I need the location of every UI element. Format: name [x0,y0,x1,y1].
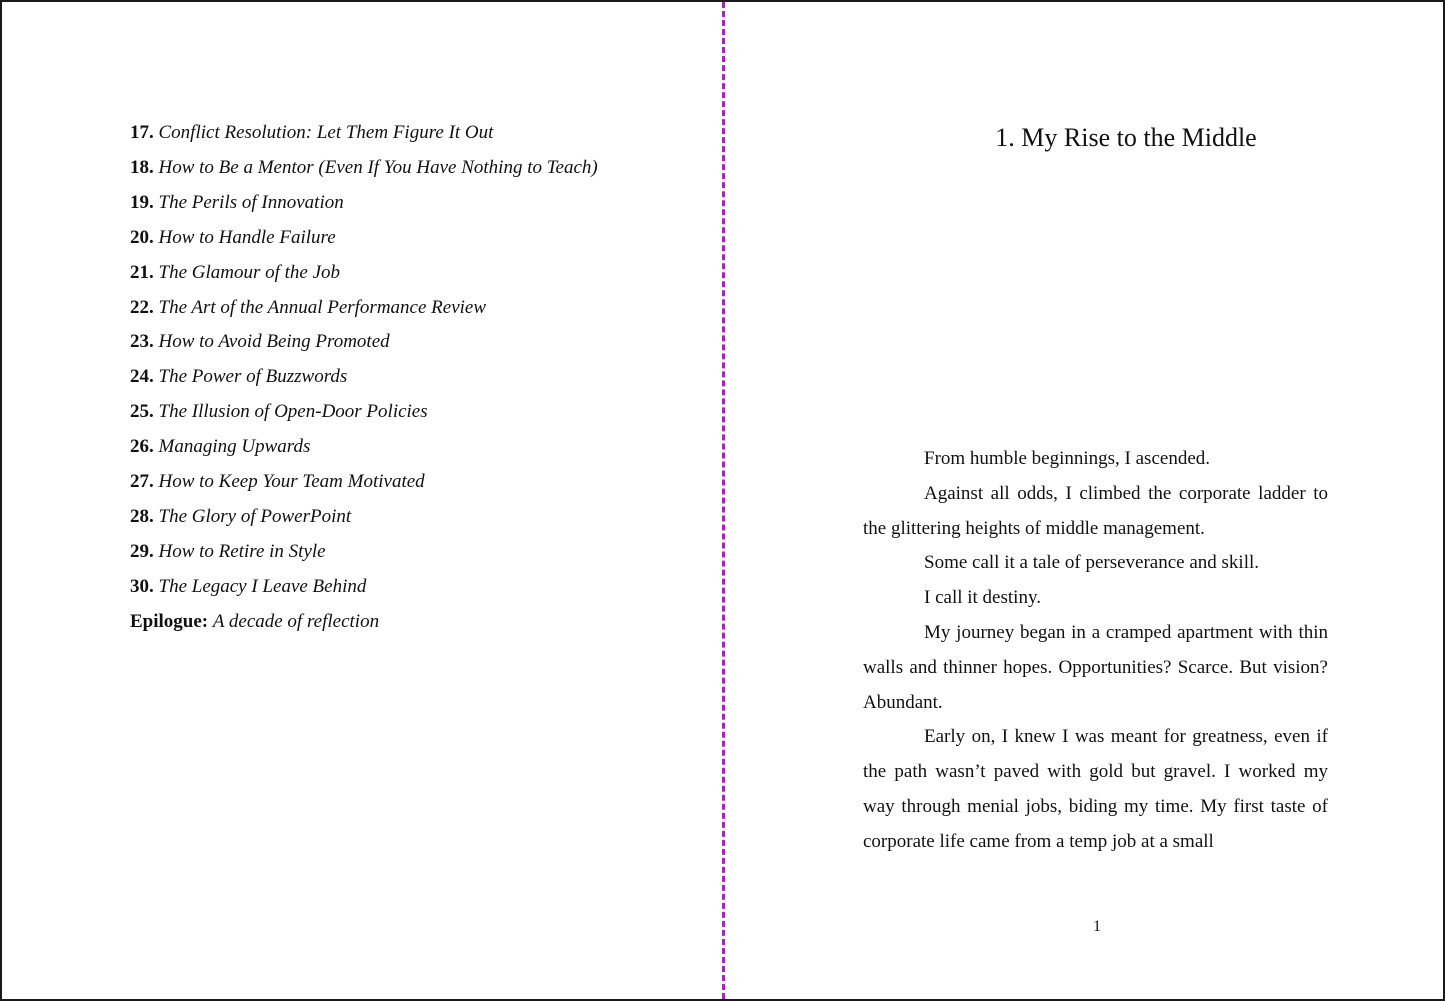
toc-entry-number: 27. [130,471,154,493]
toc-entry[interactable] [130,221,600,256]
toc-entry[interactable] [130,116,600,151]
toc-entry-number: 21. [130,261,154,283]
toc-entry[interactable] [130,535,600,570]
left-page [2,2,723,999]
toc-entry[interactable] [130,570,600,605]
body-paragraph: I call it destiny. [924,587,1041,609]
toc-entry-number: 18. [130,156,154,178]
toc-entry-title: The Legacy I Leave Behind [158,575,367,597]
toc-entry-title: The Illusion of Open-Door Policies [158,401,428,423]
toc-entry-title: The Art of the Annual Performance Review [158,296,487,318]
toc-entry-number: 20. [130,226,154,248]
toc-entry-title: A decade of reflection [212,610,380,632]
toc-entry-number: 29. [130,540,154,562]
toc-entry[interactable] [130,256,600,291]
toc-entry-title: The Perils of Innovation [158,191,344,213]
right-page [727,2,1443,999]
body-paragraph: Against all odds, I climbed the corporate ladder to the glittering heights of middle management. [863,482,1328,539]
chapter-body [863,442,1328,860]
toc-entry-number: 28. [130,505,154,527]
toc-entry-number: 19. [130,191,154,213]
toc-entry[interactable] [130,151,600,186]
body-paragraph: From humble beginnings, I ascended. [924,448,1211,469]
chapter-title: 1. My Rise to the Middle [995,123,1257,152]
toc-entry-number: 22. [130,296,154,318]
toc-entry-number: 25. [130,401,154,423]
page-number: 1 [1093,918,1101,935]
toc-entry-title: How to Avoid Being Promoted [158,331,390,353]
body-paragraph: My journey began in a cramped apartment with thin walls and thinner hopes. Opportunities? Scarce. But vision? Abundant. [863,621,1328,713]
toc-entry-number: 26. [130,436,154,458]
toc-entry-number: Epilogue: [130,610,209,632]
toc-entry[interactable] [130,291,600,326]
toc-entry-number: 30. [130,575,154,597]
toc-entry[interactable] [130,360,600,395]
toc-entry-title: How to Handle Failure [158,226,336,248]
toc-entry-title: How to Be a Mentor (Even If You Have Nothing to Teach) [158,156,598,178]
toc-entry[interactable] [130,500,600,535]
toc-entry-title: Managing Upwards [158,436,311,458]
toc-entry-title: How to Retire in Style [158,540,326,562]
toc-entry-epilogue[interactable] [130,605,600,640]
table-of-contents [130,116,600,640]
toc-entry-title: How to Keep Your Team Motivated [158,471,425,493]
toc-entry[interactable] [130,325,600,360]
toc-entry-title: The Glory of PowerPoint [158,505,352,527]
toc-entry[interactable] [130,465,600,500]
toc-entry-title: The Power of Buzzwords [158,366,348,388]
toc-entry[interactable] [130,430,600,465]
toc-entry-number: 17. [130,122,154,143]
toc-entry-number: 24. [130,366,154,388]
page-divider [722,2,725,999]
toc-entry[interactable] [130,186,600,221]
toc-entry-title: The Glamour of the Job [158,261,341,283]
toc-entry-title: Conflict Resolution: Let Them Figure It Out [158,122,494,143]
toc-entry[interactable] [130,395,600,430]
body-paragraph: Some call it a tale of perseverance and skill. [924,552,1260,574]
body-paragraph: Early on, I knew I was meant for greatness, even if the path wasn’t paved with gold but gravel. I worked my way through menial jobs, biding my time. My first taste of corporate life came from a temp job at a small [863,726,1328,852]
toc-entry-number: 23. [130,331,154,353]
